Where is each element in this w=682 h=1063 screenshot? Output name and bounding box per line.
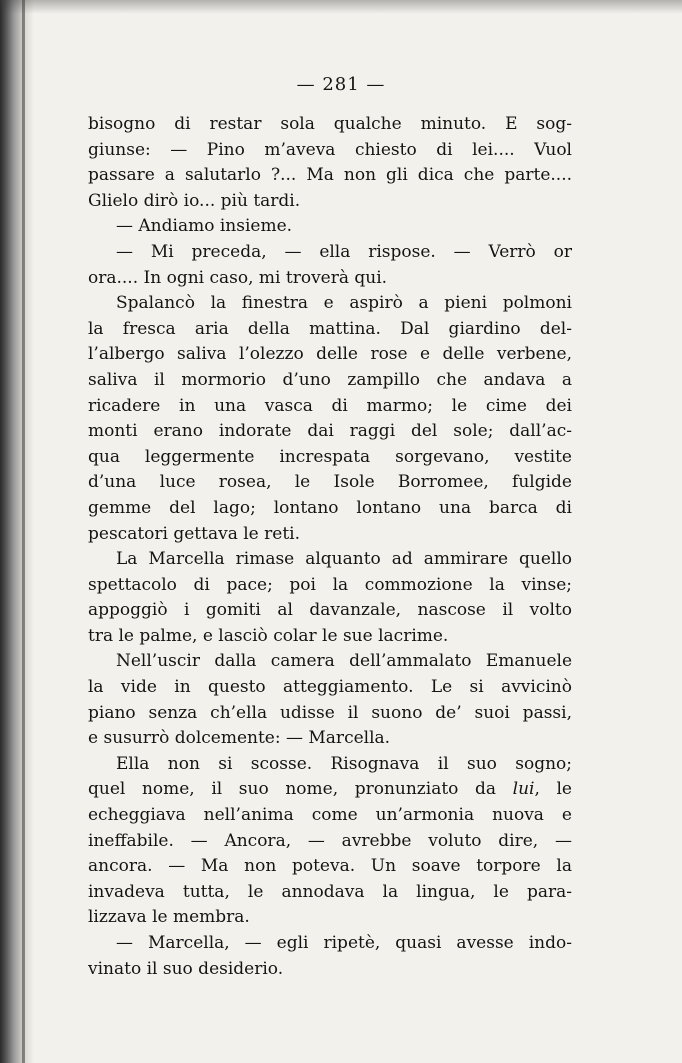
text-line: La Marcella rimase alquanto ad ammirare quello <box>116 549 572 570</box>
text-line: piano senza ch’ella udisse il suono de’ suoi passi, <box>88 702 572 723</box>
text-line: vinato il suo desiderio. <box>88 958 284 979</box>
emphasis-lui: lui <box>512 779 535 800</box>
binding-line <box>22 0 25 1063</box>
text-line: pescatori gettava le reti. <box>88 523 301 544</box>
text-line: monti erano indorate dai raggi del sole; dall’ac- <box>88 421 572 442</box>
text-line: bisogno di restar sola qualche minuto. E sog- <box>88 114 572 134</box>
text-line: — Marcella, — egli ripetè, quasi avesse indo- <box>116 933 572 953</box>
text-line: Glielo dirò io... più tardi. <box>88 190 301 211</box>
text-line: invadeva tutta, le annodava la lingua, le para- <box>88 881 572 902</box>
text-line: Spalancò la finestra e aspirò a pieni polmoni <box>116 293 572 314</box>
text-line: qua leggermente increspata sorgevano, vestite <box>88 446 572 467</box>
text-line: ora.... In ogni caso, mi troverà qui. <box>88 267 388 288</box>
text-line: appoggiò i gomiti al davanzale, nascose il volto <box>88 600 572 621</box>
text-line: ineffabile. — Ancora, — avrebbe voluto dire, — <box>88 830 572 851</box>
text-line: Nell’uscir dalla camera dell’ammalato Emanuele <box>116 651 572 672</box>
top-edge-shadow <box>0 0 682 14</box>
text-line: e susurrò dolcemente: — Marcella. <box>88 728 391 749</box>
text-line: — Andiamo insieme. <box>116 216 293 237</box>
text-line: d’una luce rosea, le Isole Borromee, fulgide <box>88 472 572 493</box>
binding-shadow <box>0 0 34 1063</box>
text-line: giunse: — Pino m’aveva chiesto di lei.... Vuol <box>88 139 572 160</box>
text-line: quel nome, il suo nome, pronunziato da lui, le <box>88 779 572 800</box>
text-line: gemme del lago; lontano lontano una barca di <box>88 497 572 518</box>
text-line: l’albergo saliva l’olezzo delle rose e delle verbene, <box>88 344 572 365</box>
page-number: — 281 — <box>296 74 386 95</box>
text-line: lizzava le membra. <box>88 907 250 928</box>
text-line: la vide in questo atteggiamento. Le si avvicinò <box>88 677 572 698</box>
text-line: Ella non si scosse. Risognava il suo sogno; <box>116 753 572 774</box>
text-line: la fresca aria della mattina. Dal giardino del- <box>88 318 572 339</box>
text-line: ricadere in una vasca di marmo; le cime dei <box>88 395 572 416</box>
text-line: — Mi preceda, — ella rispose. — Verrò or <box>116 241 572 262</box>
text-line: passare a salutarlo ?... Ma non gli dica che parte.... <box>88 165 572 186</box>
text-line: saliva il mormorio d’uno zampillo che andava a <box>88 369 572 390</box>
text-line: ancora. — Ma non poteva. Un soave torpore la <box>88 856 572 877</box>
text-line: tra le palme, e lasciò colar le sue lacrime. <box>88 625 449 646</box>
text-line: spettacolo di pace; poi la commozione la vinse; <box>88 574 572 595</box>
text-line: echeggiava nell’anima come un’armonia nuova e <box>88 805 572 826</box>
body-text <box>88 112 572 982</box>
